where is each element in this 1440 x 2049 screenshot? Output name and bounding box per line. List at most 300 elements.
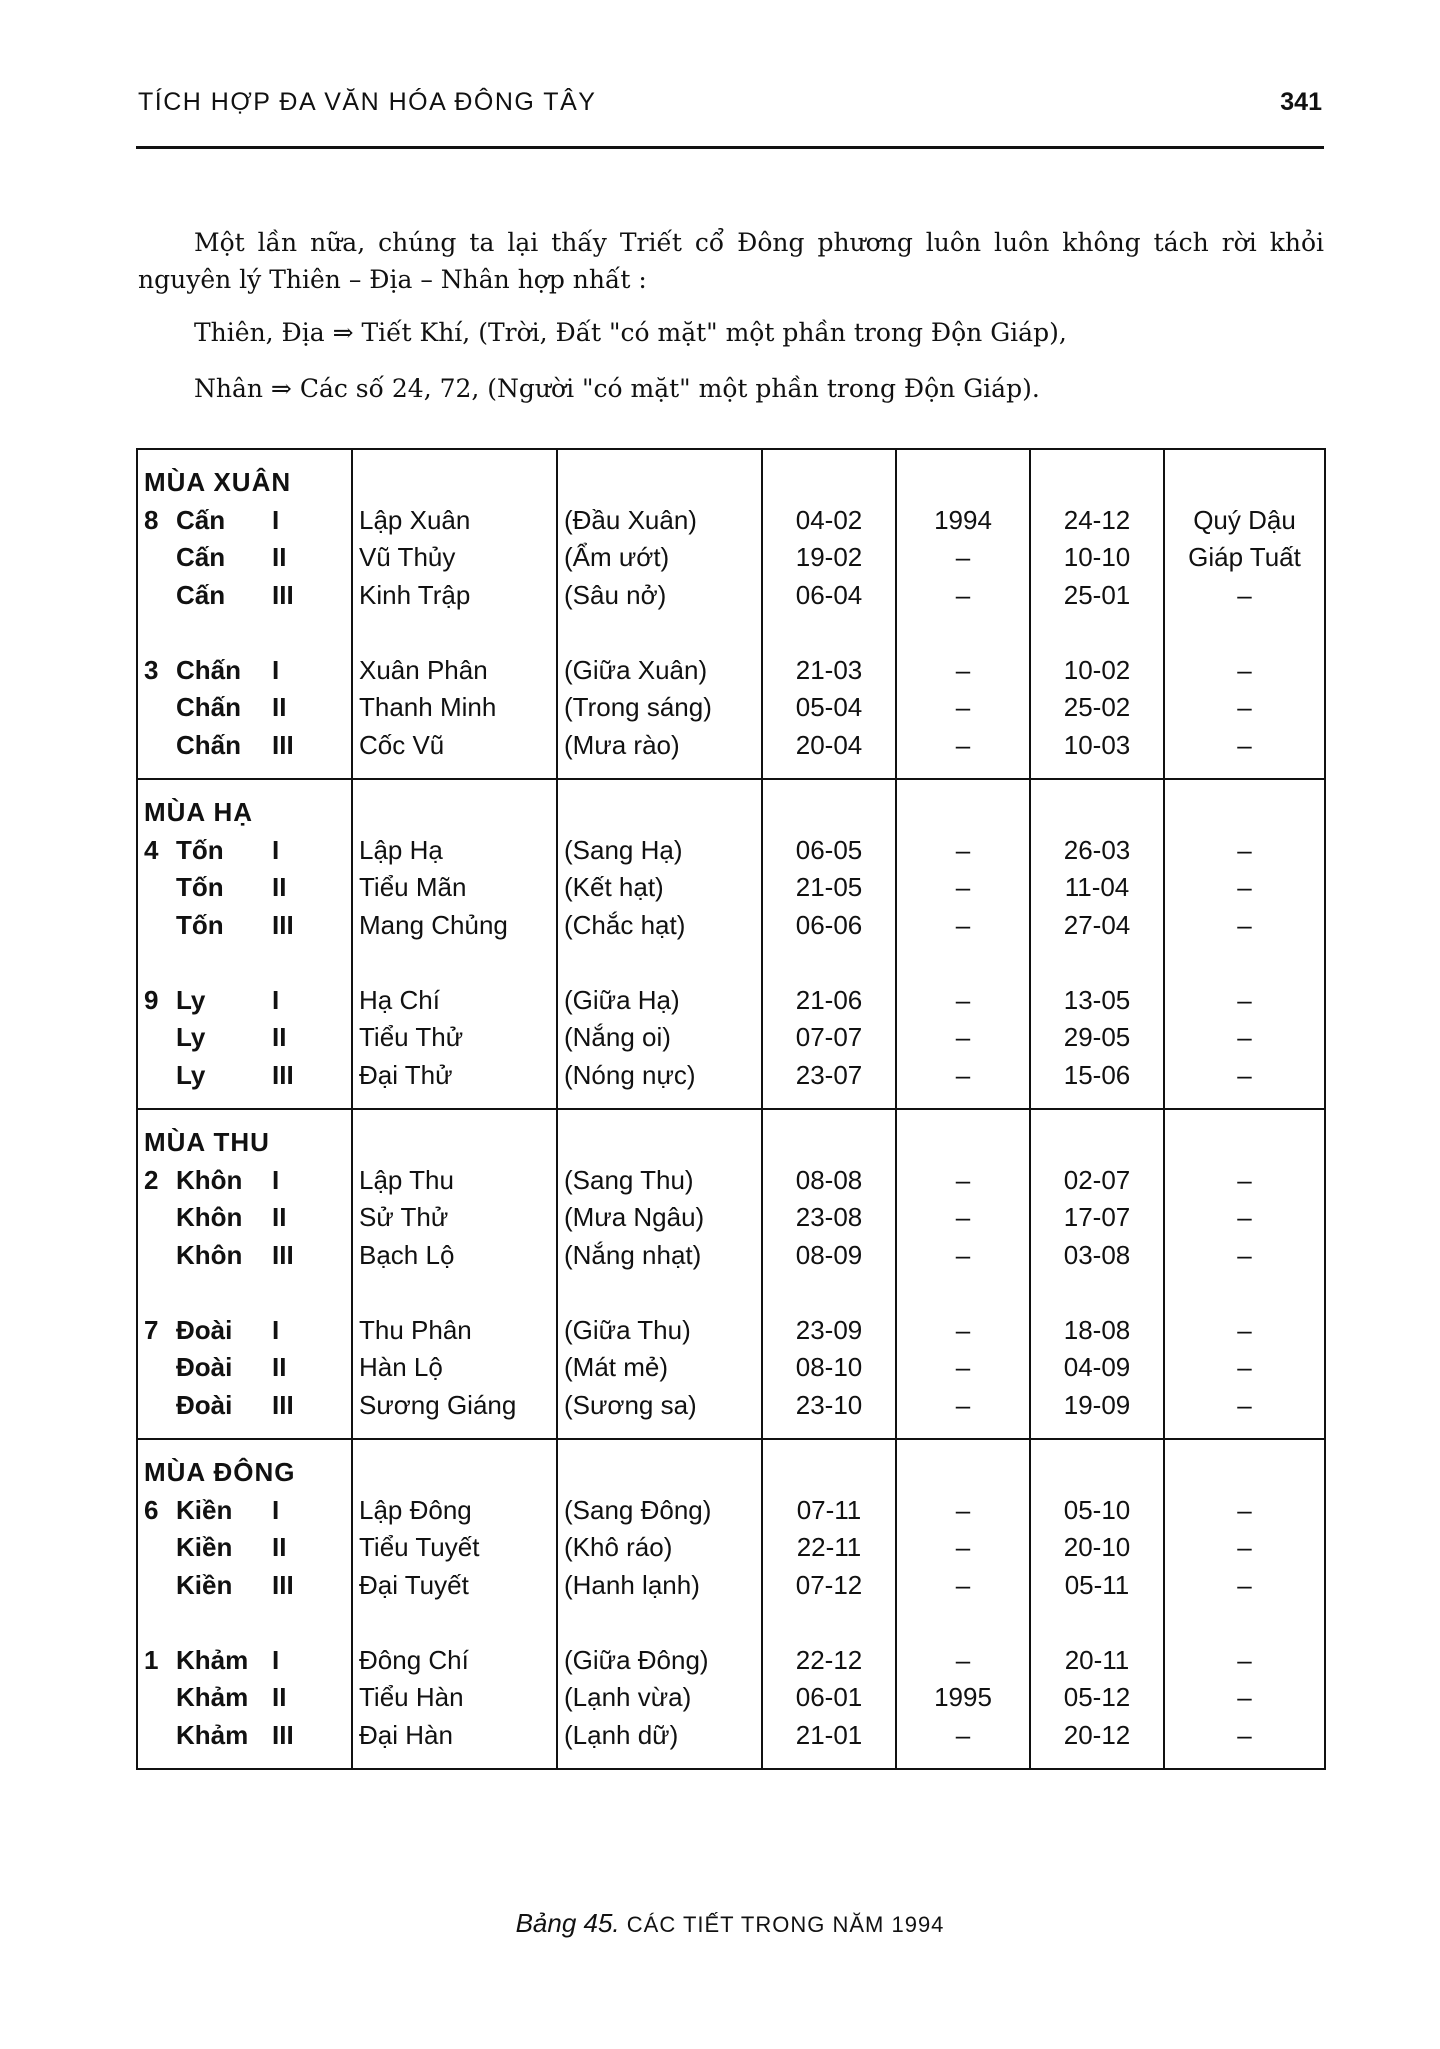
term-name: Kinh Trập	[352, 577, 557, 615]
empty-cell	[352, 944, 557, 982]
term-name: Lập Thu	[352, 1162, 557, 1200]
trigram-name: Cấn	[176, 579, 226, 610]
empty-cell	[137, 1274, 352, 1312]
empty-cell	[1030, 944, 1164, 982]
table-row	[137, 1387, 1325, 1425]
lunar-date: 19-09	[1030, 1387, 1164, 1425]
year: –	[896, 907, 1030, 945]
empty-cell	[896, 464, 1030, 502]
table-row	[137, 1642, 1325, 1680]
spacer-cell	[1030, 764, 1164, 779]
solar-date: 08-09	[762, 1237, 896, 1275]
blank-row	[137, 944, 1325, 982]
year: –	[896, 1642, 1030, 1680]
spacer-cell	[137, 1754, 352, 1769]
spacer-row	[137, 1754, 1325, 1769]
trigram-cell	[137, 1199, 352, 1237]
lunar-date: 10-10	[1030, 539, 1164, 577]
solar-date: 04-02	[762, 502, 896, 540]
term-name: Đông Chí	[352, 1642, 557, 1680]
term-meaning: (Sâu nở)	[557, 577, 762, 615]
empty-cell	[1164, 794, 1325, 832]
caption-label: Bảng 45.	[515, 1908, 620, 1938]
year: –	[896, 1717, 1030, 1755]
solar-terms-table-body	[137, 449, 1325, 1769]
trigram-name: Khôn	[176, 1239, 243, 1270]
spacer-cell	[762, 449, 896, 464]
season-label: MÙA THU	[144, 1127, 270, 1157]
term-name: Lập Xuân	[352, 502, 557, 540]
term-meaning: (Lạnh dữ)	[557, 1717, 762, 1755]
ganzhi: –	[1164, 652, 1325, 690]
term-name: Lập Hạ	[352, 832, 557, 870]
trigram-number: 3	[144, 654, 159, 685]
spacer-cell	[1164, 1424, 1325, 1439]
intro-paragraph: Một lần nữa, chúng ta lại thấy Triết cổ Đông phương luôn luôn không tách rời khỏi nguyên lý Thiên – Địa – Nhân hợp nhất :	[138, 228, 1324, 294]
trigram-number: 4	[144, 834, 159, 865]
term-meaning: (Khô ráo)	[557, 1529, 762, 1567]
empty-cell	[352, 1124, 557, 1162]
empty-cell	[137, 944, 352, 982]
blank-row	[137, 614, 1325, 652]
lunar-date: 26-03	[1030, 832, 1164, 870]
empty-cell	[1164, 1274, 1325, 1312]
empty-cell	[896, 794, 1030, 832]
term-meaning: (Mưa Ngâu)	[557, 1199, 762, 1237]
spacer-cell	[1164, 1754, 1325, 1769]
year: 1994	[896, 502, 1030, 540]
empty-cell	[896, 1454, 1030, 1492]
spacer-cell	[762, 1109, 896, 1124]
spacer-cell	[1164, 1439, 1325, 1454]
trigram-number: 2	[144, 1164, 159, 1195]
lunar-date: 10-02	[1030, 652, 1164, 690]
table-row	[137, 1162, 1325, 1200]
trigram-roman: II	[272, 1682, 287, 1712]
solar-date: 23-10	[762, 1387, 896, 1425]
trigram-number: 7	[144, 1314, 159, 1345]
year: –	[896, 1492, 1030, 1530]
trigram-name: Ly	[176, 1022, 206, 1052]
solar-date: 20-04	[762, 727, 896, 765]
lunar-date: 29-05	[1030, 1019, 1164, 1057]
ganzhi: –	[1164, 689, 1325, 727]
spacer-cell	[896, 1754, 1030, 1769]
spacer-cell	[1030, 1109, 1164, 1124]
empty-cell	[352, 1274, 557, 1312]
table-row	[137, 1492, 1325, 1530]
trigram-cell	[137, 1057, 352, 1095]
empty-cell	[896, 1274, 1030, 1312]
solar-date: 06-06	[762, 907, 896, 945]
spacer-cell	[352, 449, 557, 464]
table-row	[137, 1237, 1325, 1275]
term-name: Sương Giáng	[352, 1387, 557, 1425]
trigram-roman: II	[272, 542, 287, 572]
trigram-roman: II	[272, 1022, 287, 1052]
trigram-cell	[137, 1237, 352, 1275]
solar-date: 23-07	[762, 1057, 896, 1095]
ganzhi: –	[1164, 577, 1325, 615]
year: 1995	[896, 1679, 1030, 1717]
trigram-roman: II	[272, 692, 287, 722]
ganzhi: –	[1164, 907, 1325, 945]
term-name: Thu Phân	[352, 1312, 557, 1350]
caption-text: CÁC TIẾT TRONG NĂM 1994	[626, 1912, 945, 1937]
term-name: Sử Thử	[352, 1199, 557, 1237]
trigram-number: 8	[144, 504, 159, 535]
table-row	[137, 1567, 1325, 1605]
solar-date: 21-05	[762, 869, 896, 907]
table-row	[137, 1717, 1325, 1755]
spacer-cell	[762, 1424, 896, 1439]
year: –	[896, 1019, 1030, 1057]
term-meaning: (Sương sa)	[557, 1387, 762, 1425]
table-row	[137, 982, 1325, 1020]
empty-cell	[557, 1454, 762, 1492]
trigram-cell	[137, 1529, 352, 1567]
term-name: Hàn Lộ	[352, 1349, 557, 1387]
empty-cell	[557, 1124, 762, 1162]
trigram-roman: III	[272, 729, 294, 760]
spacer-cell	[1030, 1439, 1164, 1454]
empty-cell	[352, 1604, 557, 1642]
trigram-roman: I	[272, 1644, 280, 1675]
empty-cell	[896, 944, 1030, 982]
trigram-name: Tốn	[176, 872, 224, 902]
trigram-name: Đoài	[176, 1352, 233, 1382]
empty-cell	[557, 944, 762, 982]
empty-cell	[1030, 464, 1164, 502]
table-row	[137, 502, 1325, 540]
spacer-cell	[1030, 1094, 1164, 1109]
trigram-roman: I	[272, 834, 280, 865]
trigram-cell	[137, 1387, 352, 1425]
table-row	[137, 539, 1325, 577]
year: –	[896, 652, 1030, 690]
trigram-roman: III	[272, 1569, 294, 1600]
trigram-name: Kiền	[176, 1532, 233, 1562]
spacer-cell	[137, 779, 352, 794]
term-meaning: (Mát mẻ)	[557, 1349, 762, 1387]
trigram-name: Kiền	[176, 1569, 233, 1600]
term-meaning: (Kết hạt)	[557, 869, 762, 907]
year: –	[896, 832, 1030, 870]
spacer-cell	[352, 1754, 557, 1769]
table-row	[137, 1312, 1325, 1350]
trigram-number: 9	[144, 984, 159, 1015]
spacer-cell	[137, 449, 352, 464]
solar-date: 23-08	[762, 1199, 896, 1237]
ganzhi: –	[1164, 1529, 1325, 1567]
ganzhi: –	[1164, 1349, 1325, 1387]
spacer-cell	[896, 1424, 1030, 1439]
year: –	[896, 869, 1030, 907]
human-line: Nhân ⇒ Các số 24, 72, (Người "có mặt" một phần trong Độn Giáp).	[194, 374, 1040, 403]
trigram-roman: III	[272, 909, 294, 940]
solar-terms-table	[136, 448, 1326, 1770]
trigram-cell	[137, 1717, 352, 1755]
solar-date: 08-10	[762, 1349, 896, 1387]
spacer-row	[137, 1094, 1325, 1109]
table-row	[137, 689, 1325, 727]
empty-cell	[1164, 464, 1325, 502]
spacer-cell	[896, 779, 1030, 794]
term-name: Xuân Phân	[352, 652, 557, 690]
empty-cell	[896, 1604, 1030, 1642]
empty-cell	[1030, 1604, 1164, 1642]
trigram-cell	[137, 907, 352, 945]
term-meaning: (Giữa Xuân)	[557, 652, 762, 690]
trigram-roman: I	[272, 1494, 280, 1525]
spacer-row	[137, 1439, 1325, 1454]
spacer-cell	[557, 1094, 762, 1109]
trigram-roman: I	[272, 654, 280, 685]
ganzhi: –	[1164, 1679, 1325, 1717]
season-label: MÙA XUÂN	[144, 467, 292, 497]
table-row	[137, 832, 1325, 870]
lunar-date: 27-04	[1030, 907, 1164, 945]
trigram-cell	[137, 539, 352, 577]
spacer-cell	[1030, 779, 1164, 794]
lunar-date: 25-01	[1030, 577, 1164, 615]
lunar-date: 05-11	[1030, 1567, 1164, 1605]
spacer-cell	[137, 1424, 352, 1439]
spacer-row	[137, 1424, 1325, 1439]
spacer-cell	[1164, 764, 1325, 779]
spacer-cell	[762, 1439, 896, 1454]
empty-cell	[557, 1274, 762, 1312]
year: –	[896, 1567, 1030, 1605]
season-label-row	[137, 464, 1325, 502]
spacer-row	[137, 779, 1325, 794]
empty-cell	[352, 794, 557, 832]
trigram-roman: I	[272, 1164, 280, 1195]
table-caption	[136, 1908, 1324, 1939]
lunar-date: 04-09	[1030, 1349, 1164, 1387]
empty-cell	[352, 1454, 557, 1492]
spacer-cell	[352, 1439, 557, 1454]
solar-date: 06-01	[762, 1679, 896, 1717]
spacer-cell	[896, 1109, 1030, 1124]
ganzhi: –	[1164, 1717, 1325, 1755]
page-number: 341	[1280, 88, 1322, 116]
lunar-date: 18-08	[1030, 1312, 1164, 1350]
trigram-name: Cấn	[176, 542, 226, 572]
trigram-cell	[137, 832, 352, 870]
spacer-cell	[352, 764, 557, 779]
year: –	[896, 1529, 1030, 1567]
trigram-name: Ly	[176, 1059, 206, 1090]
season-label-cell	[137, 464, 352, 502]
solar-date: 07-12	[762, 1567, 896, 1605]
term-name: Lập Đông	[352, 1492, 557, 1530]
empty-cell	[557, 614, 762, 652]
empty-cell	[896, 614, 1030, 652]
trigram-name: Ly	[176, 984, 206, 1015]
lunar-date: 05-10	[1030, 1492, 1164, 1530]
term-meaning: (Trong sáng)	[557, 689, 762, 727]
solar-date: 21-06	[762, 982, 896, 1020]
trigram-cell	[137, 869, 352, 907]
solar-date: 19-02	[762, 539, 896, 577]
ganzhi: –	[1164, 1237, 1325, 1275]
spacer-row	[137, 449, 1325, 464]
term-meaning: (Nóng nực)	[557, 1057, 762, 1095]
solar-date: 05-04	[762, 689, 896, 727]
spacer-cell	[557, 1439, 762, 1454]
term-name: Đại Thử	[352, 1057, 557, 1095]
empty-cell	[1164, 1604, 1325, 1642]
year: –	[896, 689, 1030, 727]
trigram-name: Tốn	[176, 834, 224, 865]
table-row	[137, 907, 1325, 945]
trigram-roman: II	[272, 1532, 287, 1562]
term-meaning: (Giữa Đông)	[557, 1642, 762, 1680]
trigram-cell	[137, 1492, 352, 1530]
trigram-name: Khảm	[176, 1644, 249, 1675]
season-label-row	[137, 794, 1325, 832]
solar-date: 21-01	[762, 1717, 896, 1755]
lunar-date: 02-07	[1030, 1162, 1164, 1200]
ganzhi: –	[1164, 832, 1325, 870]
trigram-name: Chấn	[176, 729, 241, 760]
spacer-cell	[762, 1754, 896, 1769]
spacer-cell	[557, 449, 762, 464]
term-meaning: (Sang Hạ)	[557, 832, 762, 870]
term-meaning: (Sang Thu)	[557, 1162, 762, 1200]
year: –	[896, 1057, 1030, 1095]
term-meaning: (Nắng oi)	[557, 1019, 762, 1057]
ganzhi: Quý Dậu	[1164, 502, 1325, 540]
running-title: TÍCH HỢP ĐA VĂN HÓA ĐÔNG TÂY	[138, 88, 597, 116]
trigram-cell	[137, 689, 352, 727]
empty-cell	[557, 1604, 762, 1642]
table-row	[137, 1529, 1325, 1567]
lunar-date: 17-07	[1030, 1199, 1164, 1237]
trigram-name: Khôn	[176, 1164, 243, 1195]
term-meaning: (Giữa Thu)	[557, 1312, 762, 1350]
season-label: MÙA ĐÔNG	[144, 1457, 296, 1487]
trigram-roman: III	[272, 579, 294, 610]
spacer-cell	[557, 1109, 762, 1124]
trigram-roman: II	[272, 1202, 287, 1232]
term-name: Tiểu Thử	[352, 1019, 557, 1057]
trigram-name: Đoài	[176, 1314, 233, 1345]
lunar-date: 05-12	[1030, 1679, 1164, 1717]
spacer-row	[137, 764, 1325, 779]
spacer-cell	[1030, 1754, 1164, 1769]
empty-cell	[352, 464, 557, 502]
spacer-cell	[896, 1094, 1030, 1109]
trigram-roman: I	[272, 1314, 280, 1345]
empty-cell	[896, 1124, 1030, 1162]
trigram-name: Tốn	[176, 909, 224, 940]
year: –	[896, 1387, 1030, 1425]
table-row	[137, 869, 1325, 907]
term-name: Mang Chủng	[352, 907, 557, 945]
ganzhi: –	[1164, 1567, 1325, 1605]
trigram-name: Cấn	[176, 504, 226, 535]
empty-cell	[137, 1604, 352, 1642]
term-meaning: (Ẩm ướt)	[557, 539, 762, 577]
trigram-roman: III	[272, 1719, 294, 1750]
spacer-cell	[1030, 449, 1164, 464]
ganzhi: –	[1164, 1312, 1325, 1350]
trigram-name: Khảm	[176, 1682, 249, 1712]
ganzhi: –	[1164, 869, 1325, 907]
trigram-cell	[137, 982, 352, 1020]
spacer-cell	[896, 764, 1030, 779]
season-label-row	[137, 1454, 1325, 1492]
empty-cell	[762, 794, 896, 832]
empty-cell	[762, 1274, 896, 1312]
spacer-cell	[762, 764, 896, 779]
empty-cell	[1030, 794, 1164, 832]
trigram-cell	[137, 1162, 352, 1200]
year: –	[896, 727, 1030, 765]
spacer-cell	[1164, 449, 1325, 464]
trigram-cell	[137, 652, 352, 690]
spacer-cell	[557, 764, 762, 779]
solar-date: 07-11	[762, 1492, 896, 1530]
trigram-name: Chấn	[176, 692, 241, 722]
trigram-roman: II	[272, 1352, 287, 1382]
empty-cell	[1030, 614, 1164, 652]
spacer-cell	[1164, 1109, 1325, 1124]
term-name: Bạch Lộ	[352, 1237, 557, 1275]
trigram-roman: III	[272, 1059, 294, 1090]
year: –	[896, 539, 1030, 577]
term-name: Cốc Vũ	[352, 727, 557, 765]
year: –	[896, 1162, 1030, 1200]
spacer-cell	[896, 449, 1030, 464]
table-row	[137, 1057, 1325, 1095]
trigram-name: Đoài	[176, 1389, 233, 1420]
trigram-roman: III	[272, 1239, 294, 1270]
empty-cell	[762, 464, 896, 502]
heaven-earth-line: Thiên, Địa ⇒ Tiết Khí, (Trời, Đất "có mặt" một phần trong Độn Giáp),	[194, 318, 1067, 347]
term-meaning: (Lạnh vừa)	[557, 1679, 762, 1717]
solar-date: 21-03	[762, 652, 896, 690]
table-row	[137, 727, 1325, 765]
lunar-date: 20-10	[1030, 1529, 1164, 1567]
spacer-cell	[762, 779, 896, 794]
trigram-roman: I	[272, 984, 280, 1015]
term-meaning: (Chắc hạt)	[557, 907, 762, 945]
trigram-cell	[137, 1349, 352, 1387]
ganzhi: –	[1164, 1642, 1325, 1680]
ganzhi: –	[1164, 1057, 1325, 1095]
trigram-name: Kiền	[176, 1494, 233, 1525]
year: –	[896, 1349, 1030, 1387]
season-label: MÙA HẠ	[144, 797, 254, 827]
empty-cell	[1030, 1124, 1164, 1162]
spacer-cell	[1164, 1094, 1325, 1109]
empty-cell	[1030, 1454, 1164, 1492]
trigram-number: 6	[144, 1494, 159, 1525]
season-label-row	[137, 1124, 1325, 1162]
empty-cell	[1164, 1124, 1325, 1162]
ganzhi: –	[1164, 1162, 1325, 1200]
trigram-cell	[137, 502, 352, 540]
year: –	[896, 1312, 1030, 1350]
lunar-date: 13-05	[1030, 982, 1164, 1020]
table-row	[137, 577, 1325, 615]
lunar-date: 15-06	[1030, 1057, 1164, 1095]
solar-date: 07-07	[762, 1019, 896, 1057]
solar-date: 22-12	[762, 1642, 896, 1680]
